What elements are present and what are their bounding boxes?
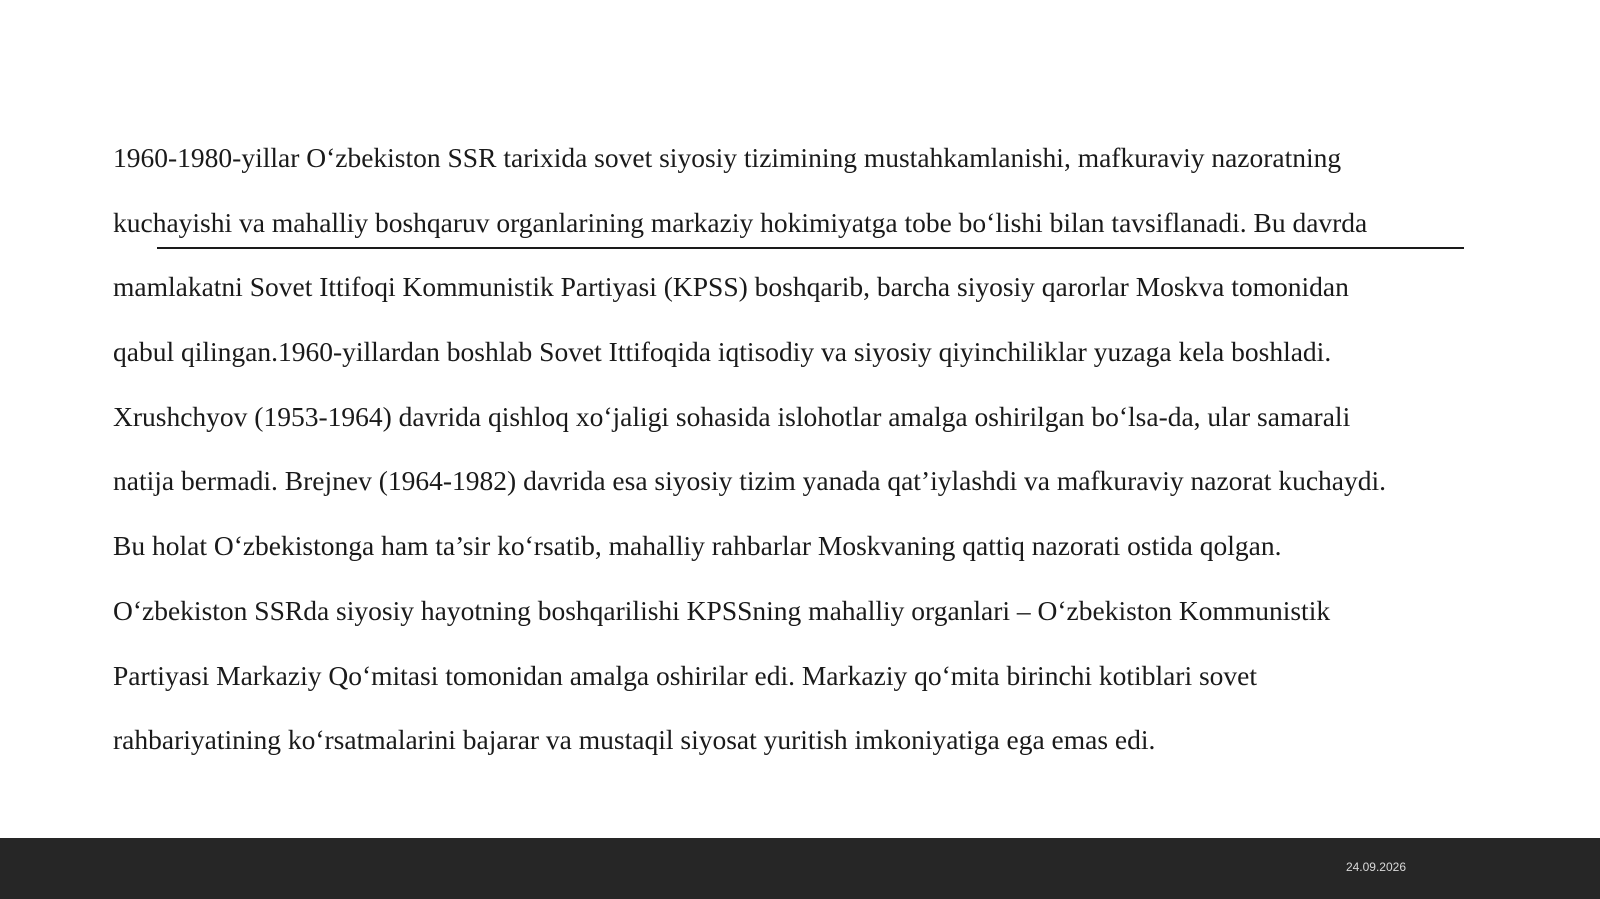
body-text-line: kuchayishi va mahalliy boshqaruv organlarining markaziy hokimiyatga tobe bo‘lishi bilan tavsiflanadi. Bu davrda bbox=[113, 206, 1368, 238]
body-text-line: Xrushchyov (1953-1964) davrida qishloq xo‘jaligi sohasida islohotlar amalga oshirilgan bo‘lsa-da, ular samarali bbox=[113, 400, 1351, 432]
footer-bar bbox=[0, 838, 1600, 899]
body-text bbox=[113, 126, 1513, 773]
body-text-line: qabul qilingan.1960-yillardan boshlab Sovet Ittifoqida iqtisodiy va siyosiy qiyinchiliklar yuzaga kela boshladi. bbox=[113, 336, 1332, 368]
horizontal-divider bbox=[157, 247, 1464, 249]
body-text-line: O‘zbekiston SSRda siyosiy hayotning boshqarilishi KPSSning mahalliy organlari – O‘zbekiston Kommunistik bbox=[113, 594, 1331, 626]
body-text-line: Bu holat O‘zbekistonga ham ta’sir ko‘rsatib, mahalliy rahbarlar Moskvaning qattiq nazorati ostida qolgan. bbox=[113, 530, 1282, 562]
body-text-line: 1960-1980-yillar O‘zbekiston SSR tarixida sovet siyosiy tizimining mustahkamlanishi, mafkuraviy nazoratning bbox=[113, 142, 1342, 173]
body-text-line: rahbariyatining ko‘rsatmalarini bajarar va mustaqil siyosat yuritish imkoniyatiga ega emas edi. bbox=[113, 724, 1156, 756]
body-text-line: natija bermadi. Brejnev (1964-1982) davrida esa siyosiy tizim yanada qat’iylashdi va mafkuraviy nazorat kuchaydi. bbox=[113, 465, 1386, 497]
body-text-line: mamlakatni Sovet Ittifoqi Kommunistik Partiyasi (KPSS) boshqarib, barcha siyosiy qarorlar Moskva tomonidan bbox=[113, 271, 1349, 303]
body-text-line: Partiyasi Markaziy Qo‘mitasi tomonidan amalga oshirilar edi. Markaziy qo‘mita birinchi kotiblari sovet bbox=[113, 659, 1258, 691]
footer-date: 24.09.2026 bbox=[1345, 860, 1406, 874]
